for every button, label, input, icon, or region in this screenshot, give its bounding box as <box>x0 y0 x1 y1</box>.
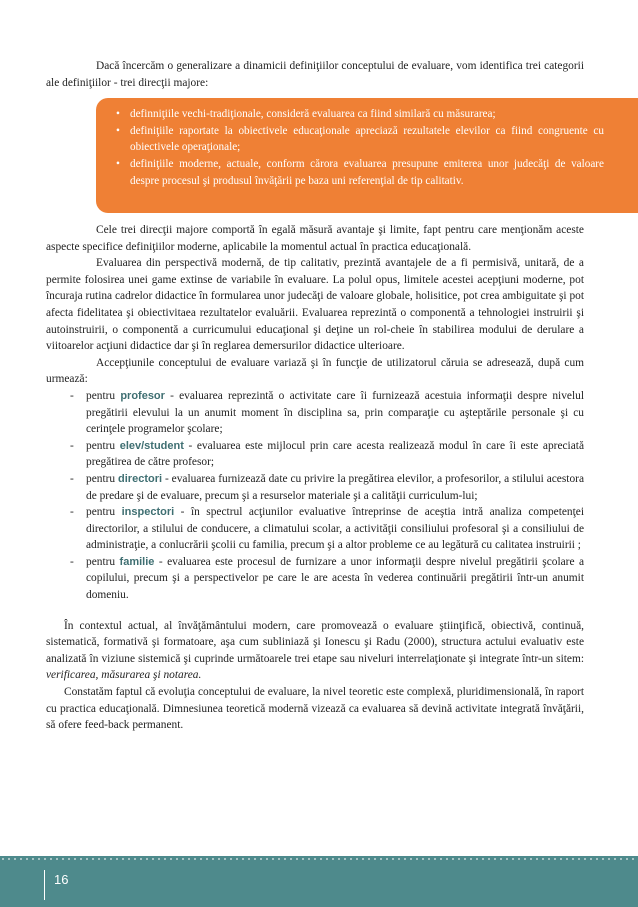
keyword: familie <box>119 555 155 568</box>
keyword: profesor <box>120 389 165 402</box>
main-body <box>46 222 584 734</box>
list-item-inspectori: - pentru inspectori - în spectrul acţiunilor evaluative întreprinse de aceştia intră analiza competenţei directorilor, a stilului de conducere, a climatului scolar, a activităţii consiliului profesoral şi a consiliului de administraţie, a conlucrării şcolii cu familia, precum şi a altor probleme ce au legătură cu calitatea instruirii ; <box>70 506 584 552</box>
paragraph-directions: Cele trei direcţii majore comportă în egală măsură avantaje şi limite, fapt pentru care menţionăm aceste aspecte specifice definiţiilor moderne, aplicabile la momentul actual în practica educaţională. <box>46 224 584 253</box>
keyword: inspectori <box>121 506 175 519</box>
paragraph-conclusion: Constatăm faptul că evoluţia conceptului de evaluare, la nivel teoretic este complexă, pluridimensională, în raport cu practica educaţională. Dimnesiunea teoretică modernă vizează ca evaluarea să devină activitate integrată învăţării, să ofere feed-back permanent. <box>46 686 584 732</box>
list-item-familie: - pentru familie - evaluarea este procesul de furnizare a unor informaţii despre nivelul pregătirii şcolare a copilului, precum şi a perspectivelor pe care le are acesta în vederea continuării pregătirii într-un anumit domeniu. <box>70 555 585 602</box>
page-number: 16 <box>54 872 69 887</box>
definitions-highlight-box <box>96 98 638 213</box>
definition-item: • definniţiile vechi-tradiţionale, consideră evaluarea ca fiind similară cu măsurarea; <box>116 106 604 123</box>
definitions-list <box>116 106 604 190</box>
keyword: directori <box>118 472 163 485</box>
definition-item: • definiţiile raportate la obiectivele educaţionale apreciază rezultatele elevilor ca fiind congruente cu obiectivele operaţionale; <box>116 124 604 154</box>
footer-divider <box>44 870 45 900</box>
list-item-elev: - pentru elev/student - evaluarea este mijlocul prin care acesta realizează modul în care îi este apreciată pregătirea de către profesor; <box>70 439 585 469</box>
definition-item: • definiţiile moderne, actuale, conform cărora evaluarea presupune emiterea unor judecăţi de valoare despre procesul şi produsul învăţării pe baza uni referenţial de tip calitativ. <box>116 158 604 187</box>
bullet-icon: • <box>116 108 120 120</box>
bullet-icon: • <box>116 158 120 171</box>
paragraph-users-intro: Accepţiunile conceptului de evaluare variază şi în funcţie de utilizatorul căruia se adresează, după cum urmează: <box>46 356 584 386</box>
bullet-icon: • <box>116 124 120 137</box>
paragraph-modern-evaluation: Evaluarea din perspectivă modernă, de tip calitativ, prezintă avantajele de a fi permisivă, unitară, de a permite folosirea unei game extinse de variabile în evaluare. La polul opus, limitele acestei acepţiuni moderne, pot încuraja rutina cadrelor didactice în formularea unor judecăţi de valoare globale, holisitice, pot crea ambiguitate şi pot afecta fidelitatea şi obiectivitaea rezultatelor evaluării. Evaluarea reprezintă o componentă a tehnologiei instruirii şi autoinstruirii, o componentă a curricumului educaţional şi deţine un rol-cheie în stabilirea modului de derulare a viitoarelor acţiuni didactice dar şi în reglarea demersurilor didactice ulterioare. <box>46 257 584 353</box>
list-item-directori: - pentru directori - evaluarea furnizează date cu privire la pregătirea elevilor, a profesorilor, a stilului acestora de predare şi de evaluare, precum şi a resurselor materiale şi a calităţii curriculum-lui; <box>70 472 585 502</box>
paragraph-modern-context: În contextul actual, al învăţământului modern, care promovează o evaluare ştiinţifică, obiectivă, continuă, sistematică, formativă şi formatoare, aşa cum subliniază şi Ionescu şi Radu (2000), structura actului evaluativ este analizată în viziune sistemică şi cuprinde următoarele trei etape sau niveluri interrelaţionate şi integrate într-un sitem: verificarea, măsurarea şi notarea. <box>46 619 584 682</box>
intro-paragraph <box>46 58 584 91</box>
list-item-profesor: - pentru profesor - evaluarea reprezintă o activitate care îi furnizează acestuia informaţii despre nivelul pregătirii elevului la un anumit moment în disciplina sa, prin comparaţie cu aşteptările personale şi cu cerinţele programelor şcolare; <box>70 389 584 436</box>
intro-text: Dacă încercăm o generalizare a dinamicii definiţiilor conceptului de evaluare, vom identifica trei categorii ale definiţiilor - trei direcţii majore: <box>46 60 584 89</box>
keyword: elev/student <box>119 439 184 452</box>
footer-dot-pattern <box>0 856 638 864</box>
users-list <box>46 388 584 604</box>
